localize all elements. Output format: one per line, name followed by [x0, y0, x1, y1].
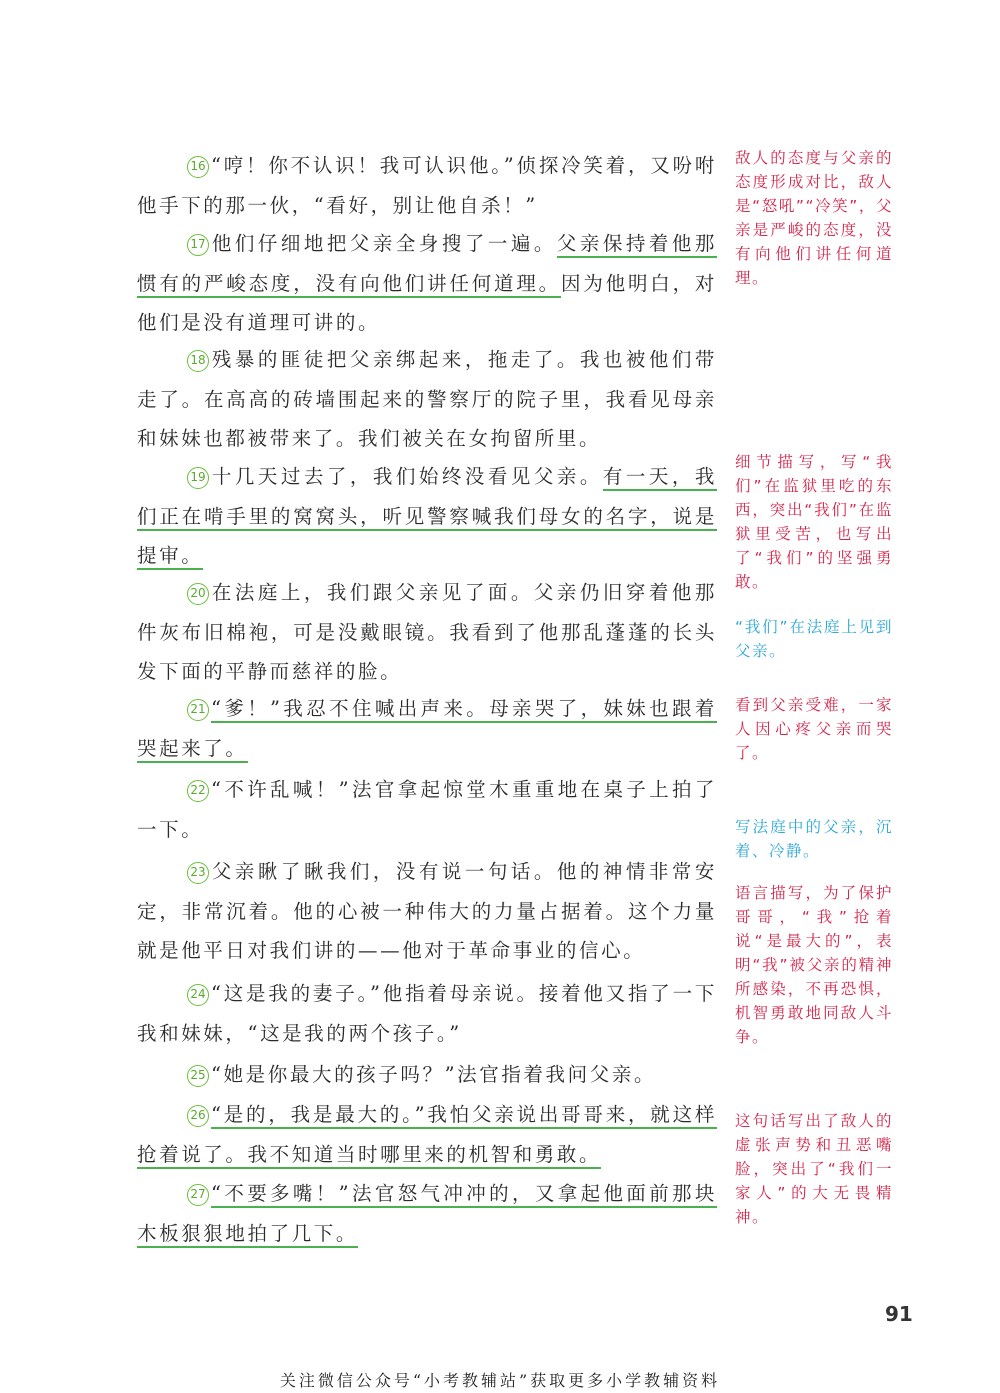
paragraph-18 [137, 340, 717, 459]
underlined-sentence: “爹！”我忍不住喊出声来。母亲哭了，妹妹也跟着哭起来了。 [137, 697, 717, 763]
paragraph-number: 27 [187, 1184, 209, 1206]
text-segment: 残暴的匪徒把父亲绑起来，拖走了。我也被他们带走了。在高高的砖墙围起来的警察厅的院子里，我看见母亲和妹妹也都被带来了。我们被关在女拘留所里。 [137, 348, 717, 450]
paragraph-20 [137, 573, 717, 692]
paragraph-number: 17 [187, 234, 209, 256]
paragraph-number: 24 [187, 984, 209, 1006]
paragraph-21 [137, 689, 717, 768]
paragraph-22 [137, 770, 717, 849]
text-segment: 父亲瞅了瞅我们，没有说一句话。他的神情非常安定，非常沉着。他的心被一种伟大的力量占据着。这个力量就是他平日对我们讲的——他对于革命事业的信心。 [137, 860, 717, 962]
page-number: 91 [885, 1302, 913, 1326]
text-segment: “她是你最大的孩子吗？”法官指着我问父亲。 [211, 1063, 657, 1086]
paragraph-24 [137, 974, 717, 1053]
text-segment: 十几天过去了，我们始终没看见父亲。 [211, 465, 603, 488]
margin-note: 语言描写，为了保护哥哥，“我”抢着说“是最大的”，表明“我”被父亲的精神所感染，不再恐惧，机智勇敢地同敌人斗争。 [735, 884, 893, 1046]
paragraph-number: 21 [187, 699, 209, 721]
paragraph-number: 18 [187, 350, 209, 372]
text-segment: 他们仔细地把父亲全身搜了一遍。 [211, 232, 557, 255]
paragraph-number: 23 [187, 862, 209, 884]
paragraph-25 [137, 1055, 717, 1095]
text-segment: “哼！你不认识！我可认识他。”侦探冷笑着，又吩咐他手下的那一伙，“看好，别让他自杀！” [137, 154, 717, 217]
text-segment: 因为他明白，对他们是没有道理可讲的。 [137, 271, 717, 334]
paragraph-number: 22 [187, 780, 209, 802]
paragraph-23 [137, 852, 717, 971]
paragraph-number: 26 [187, 1105, 209, 1127]
paragraph-number: 25 [187, 1065, 209, 1087]
margin-note: 看到父亲受难，一家人因心疼父亲而哭了。 [735, 696, 893, 762]
paragraph-number: 19 [187, 467, 209, 489]
underlined-sentence: 有一天，我们正在啃手里的窝窝头，听见警察喊我们母女的名字，说是提审。 [137, 465, 717, 570]
margin-note: 这句话写出了敌人的虚张声势和丑恶嘴脸，突出了“我们一家人”的大无畏精神。 [735, 1112, 893, 1226]
text-segment: 在法庭上，我们跟父亲见了面。父亲仍旧穿着他那件灰布旧棉袍，可是没戴眼镜。我看到了他那乱蓬蓬的长头发下面的平静而慈祥的脸。 [137, 581, 717, 683]
underlined-sentence: 父亲保持着他那惯有的严峻态度，没有向他们讲任何道理。 [137, 232, 717, 298]
margin-note: 写法庭中的父亲，沉着、冷静。 [735, 818, 893, 860]
margin-note: 敌人的态度与父亲的态度形成对比，敌人是“怒吼”“冷笑”，父亲是严峻的态度，没有向他们讲任何道理。 [735, 149, 893, 287]
paragraph-number: 16 [187, 156, 209, 178]
text-segment: “不许乱喊！”法官拿起惊堂木重重地在桌子上拍了一下。 [137, 778, 717, 841]
underlined-sentence: “不要多嘴！”法官怒气冲冲的，又拿起他面前那块木板狠狠地拍了几下。 [137, 1182, 717, 1248]
paragraph-19 [137, 457, 717, 576]
footer-watermark: 关注微信公众号“小考教辅站”获取更多小学教辅资料 [279, 1371, 721, 1390]
paragraph-16 [137, 146, 717, 225]
paragraph-26 [137, 1095, 717, 1174]
text-segment: “这是我的妻子。”他指着母亲说。接着他又指了一下我和妹妹，“这是我的两个孩子。” [137, 982, 717, 1045]
paragraph-number: 20 [187, 583, 209, 605]
paragraph-17 [137, 224, 717, 343]
margin-note: 细节描写，写“我们”在监狱里吃的东西，突出“我们”在监狱里受苦，也写出了“我们”的坚强勇敢。 [735, 453, 893, 591]
margin-note: “我们”在法庭上见到父亲。 [735, 618, 893, 660]
underlined-sentence: “是的，我是最大的。”我怕父亲说出哥哥来，就这样抢着说了。我不知道当时哪里来的机智和勇敢。 [137, 1103, 717, 1169]
paragraph-27 [137, 1174, 717, 1253]
